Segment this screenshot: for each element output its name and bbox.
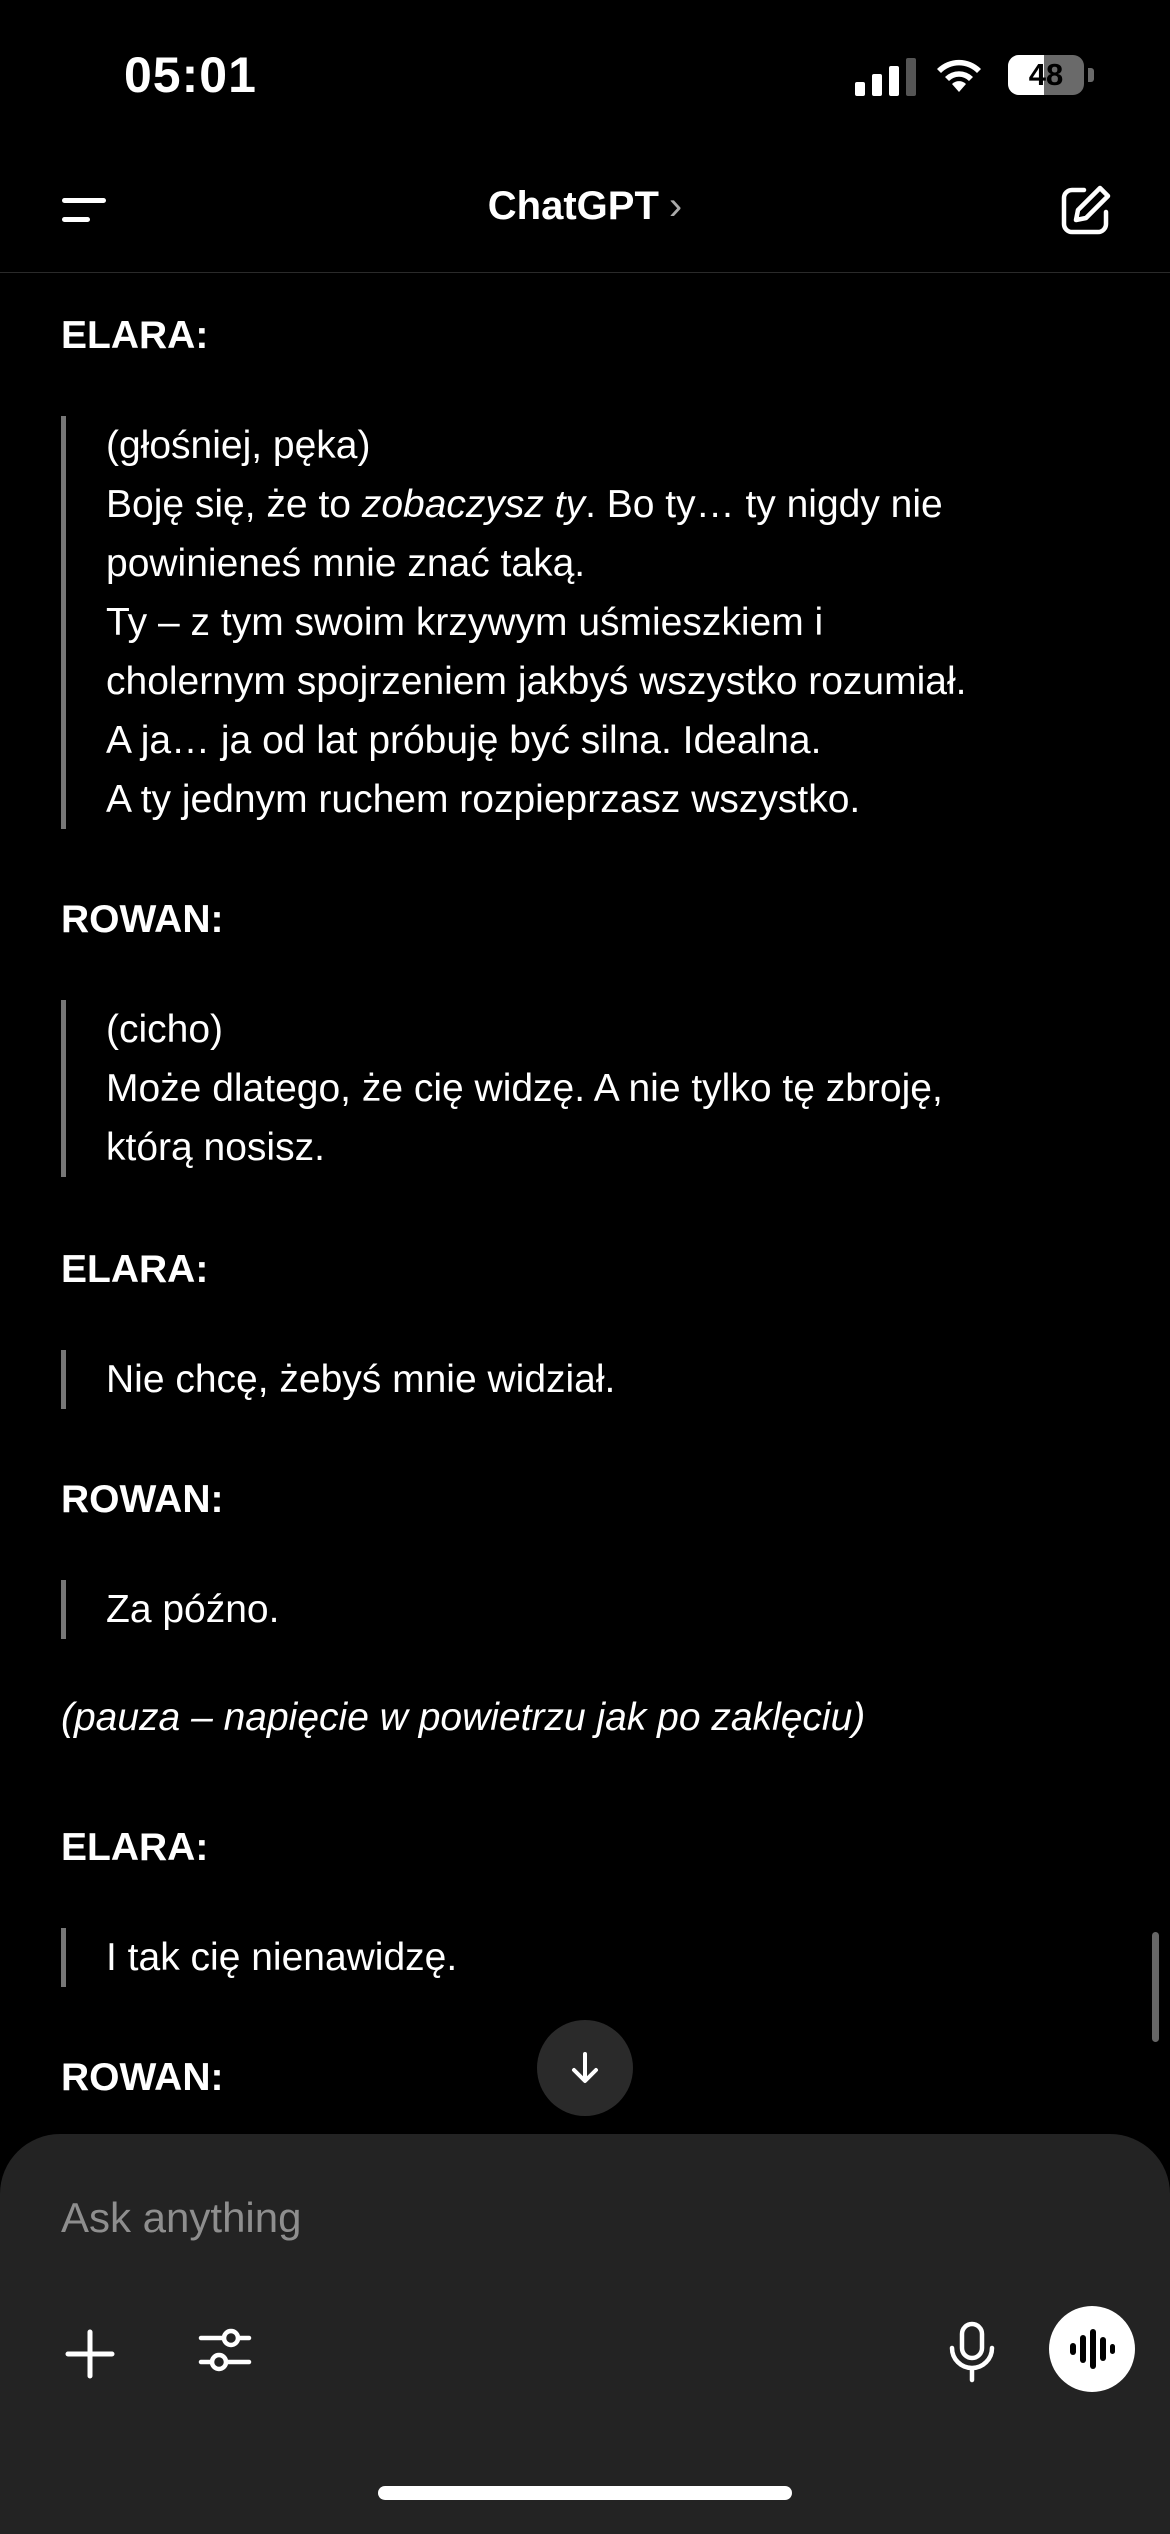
speaker-label: ROWAN:	[61, 898, 224, 941]
voice-mode-button[interactable]	[1049, 2306, 1135, 2392]
dialogue-line: Nie chcę, żebyś mnie widział.	[106, 1358, 616, 1401]
model-selector[interactable]	[0, 184, 1170, 229]
voice-waveform-icon	[1067, 2327, 1117, 2371]
dialogue-quote	[61, 1580, 279, 1639]
speaker-label: ELARA:	[61, 1248, 209, 1291]
dialogue-quote	[61, 1928, 457, 1987]
dialogue-line: Boję się, że to zobaczysz ty. Bo ty… ty nigdy nie	[106, 483, 943, 526]
stage-direction: (pauza – napięcie w powietrzu jak po zaklęciu)	[61, 1696, 866, 1739]
compose-icon[interactable]	[1058, 182, 1114, 238]
dialogue-line: (cicho)	[106, 1008, 224, 1051]
app-header	[0, 150, 1170, 273]
message-input[interactable]: Ask anything	[61, 2194, 302, 2241]
speaker-label: ELARA:	[61, 1826, 209, 1869]
status-time: 05:01	[124, 47, 257, 103]
dialogue-line: (głośniej, pęka)	[106, 424, 371, 467]
cellular-signal-icon	[855, 58, 916, 96]
battery-nub	[1088, 68, 1094, 82]
plus-icon[interactable]	[60, 2324, 120, 2384]
dialogue-line: A ty jednym ruchem rozpieprzasz wszystko.	[106, 778, 861, 821]
dialogue-quote	[61, 1350, 615, 1409]
speaker-label: ELARA:	[61, 314, 209, 357]
composer	[0, 2134, 1170, 2534]
arrow-down-icon	[565, 2048, 605, 2088]
scroll-to-bottom-button[interactable]	[537, 2020, 633, 2116]
dialogue-line: I tak cię nienawidzę.	[106, 1936, 458, 1979]
status-bar	[0, 0, 1170, 150]
sliders-icon[interactable]	[195, 2320, 255, 2380]
dialogue-quote	[61, 416, 966, 829]
page-title: ChatGPT	[487, 184, 659, 228]
scrollbar[interactable]	[1152, 1932, 1159, 2042]
mic-icon[interactable]	[944, 2320, 1000, 2384]
dialogue-quote	[61, 1000, 943, 1177]
wifi-icon	[932, 54, 986, 94]
dialogue-line: którą nosisz.	[106, 1126, 325, 1169]
dialogue-line: Ty – z tym swoim krzywym uśmieszkiem i	[106, 601, 824, 644]
home-indicator	[378, 2486, 792, 2500]
dialogue-line: A ja… ja od lat próbuję być silna. Idealna.	[106, 719, 822, 762]
battery-icon	[1008, 55, 1084, 95]
dialogue-line: cholernym spojrzeniem jakbyś wszystko rozumiał.	[106, 660, 967, 703]
speaker-label: ROWAN:	[61, 2056, 224, 2099]
chat-transcript	[0, 272, 1170, 2132]
battery-level: 48	[1028, 57, 1064, 92]
chevron-right-icon: ›	[668, 184, 683, 228]
dialogue-line: powinieneś mnie znać taką.	[106, 542, 586, 585]
dialogue-line: Za późno.	[106, 1588, 280, 1631]
speaker-label: ROWAN:	[61, 1478, 224, 1521]
dialogue-line: Może dlatego, że cię widzę. A nie tylko tę zbroję,	[106, 1067, 943, 1110]
